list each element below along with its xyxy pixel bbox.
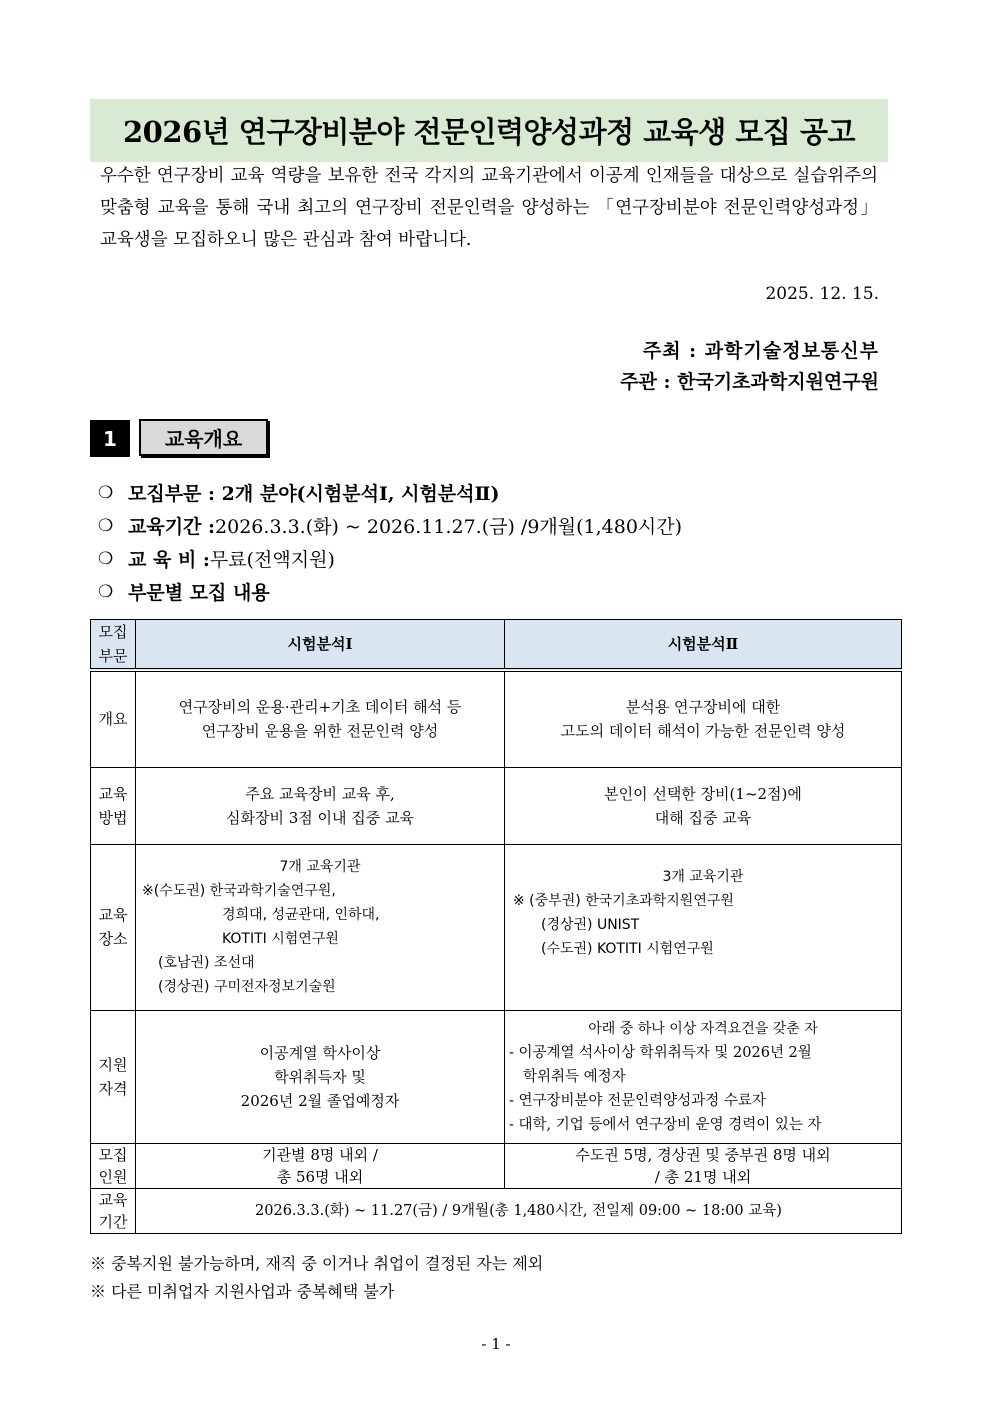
column-header-analysis-2: 시험분석Ⅱ — [505, 620, 902, 671]
bullet-education-period — [98, 509, 682, 542]
title-band — [90, 99, 888, 162]
page-title: 2026년 연구장비분야 전문인력양성과정 교육생 모집 공고 — [122, 115, 855, 149]
table-cell: 아래 중 하나 이상 자격요건을 갖춘 자 - 이공계열 석사이상 학위취득자 및 2026년 2월 학위취득 예정자 - 연구장비분야 전문인력양성과정 수료자 - 대학, 기업 등에서 연구장비 운영 경력이 있는 자 — [505, 1010, 902, 1143]
bullet-value: 무료(전액지원) — [209, 549, 335, 571]
bullet-label: 모집부문 : 2개 분야(시험분석Ⅰ, 시험분석Ⅱ) — [128, 483, 500, 505]
section-title: 교육개요 — [139, 419, 268, 456]
table-header-row — [91, 620, 902, 671]
table-row-recruit — [91, 1143, 902, 1188]
row-header: 교육 장소 — [91, 844, 136, 1010]
row-header: 교육 방법 — [91, 767, 136, 844]
table-cell: 연구장비의 운용·관리+기초 데이터 해석 등 연구장비 운용을 위한 전문인력 양성 — [136, 670, 505, 767]
bullet-label: 교 육 비 : — [128, 549, 210, 571]
table-cell: 3개 교육기관 ※ (중부권) 한국기초과학지원연구원 (경상권) UNIST (수도권) KOTITI 시험연구원 — [505, 844, 902, 1010]
bullet-recruit-field — [98, 476, 682, 509]
overview-bullets — [98, 476, 682, 608]
bullet-label: 교육기간 : — [128, 516, 216, 538]
circle-bullet-icon: ❍ — [98, 515, 114, 536]
bullet-recruit-detail — [98, 575, 682, 608]
row-header: 모집 인원 — [91, 1143, 136, 1188]
table-row-period — [91, 1188, 902, 1233]
host-organization: 주최 : 과학기술정보통신부 — [642, 340, 879, 362]
row-header: 모집 부문 — [91, 620, 136, 671]
table-row-overview — [91, 670, 902, 767]
circle-bullet-icon: ❍ — [98, 581, 114, 602]
table-row-place — [91, 844, 902, 1010]
intro-paragraph: 우수한 연구장비 교육 역량을 보유한 전국 각지의 교육기관에서 이공계 인재들을 대상으로 실습위주의 맞춤형 교육을 통해 국내 최고의 연구장비 전문인력을 양성하는 「연구장비분야 전문인력양성과정」 교육생을 모집하오니 많은 관심과 참여 바랍니다. — [100, 166, 878, 250]
table-cell: 이공계열 학사이상 학위취득자 및 2026년 2월 졸업예정자 — [136, 1010, 505, 1143]
table-cell: 주요 교육장비 교육 후, 심화장비 3점 이내 집중 교육 — [136, 767, 505, 844]
table-row-method — [91, 767, 902, 844]
table-cell: 본인이 선택한 장비(1~2점)에 대해 집중 교육 — [505, 767, 902, 844]
table-cell: 7개 교육기관 ※(수도권) 한국과학기술연구원, 경희대, 성균관대, 인하대, KOTITI 시험연구원 (호남권) 조선대 (경상권) 구미전자정보기술원 — [136, 844, 505, 1010]
table-row-qualification — [91, 1010, 902, 1143]
table-cell: 기관별 8명 내외 / 총 56명 내외 — [136, 1143, 505, 1188]
bullet-value: 2026.3.3.(화) ~ 2026.11.27.(금) /9개월(1,480시간) — [215, 516, 683, 538]
bullet-label: 부문별 모집 내용 — [128, 582, 270, 604]
row-header: 개요 — [91, 670, 136, 767]
circle-bullet-icon: ❍ — [98, 548, 114, 569]
row-header: 지원 자격 — [91, 1010, 136, 1143]
notes — [90, 1250, 543, 1306]
row-header: 교육 기간 — [91, 1188, 136, 1233]
table-cell: 2026.3.3.(화) ~ 11.27(금) / 9개월(총 1,480시간, 전일제 09:00 ~ 18:00 교육) — [136, 1188, 902, 1233]
table-cell: 수도권 5명, 경상권 및 중부권 8명 내외 / 총 21명 내외 — [505, 1143, 902, 1188]
table-cell: 분석용 연구장비에 대한 고도의 데이터 해석이 가능한 전문인력 양성 — [505, 670, 902, 767]
page-number: - 1 - — [481, 1335, 511, 1353]
announcement-date: 2025. 12. 15. — [765, 284, 879, 304]
recruitment-table — [90, 619, 902, 1234]
circle-bullet-icon: ❍ — [98, 482, 114, 503]
section-number: 1 — [90, 420, 130, 457]
organizer-organization: 주관 : 한국기초과학지원연구원 — [620, 371, 879, 393]
note-item: ※ 다른 미취업자 지원사업과 중복혜택 불가 — [90, 1282, 395, 1301]
bullet-tuition — [98, 542, 682, 575]
note-item: ※ 중복지원 불가능하며, 재직 중 이거나 취업이 결정된 자는 제외 — [90, 1254, 544, 1273]
column-header-analysis-1: 시험분석Ⅰ — [136, 620, 505, 671]
